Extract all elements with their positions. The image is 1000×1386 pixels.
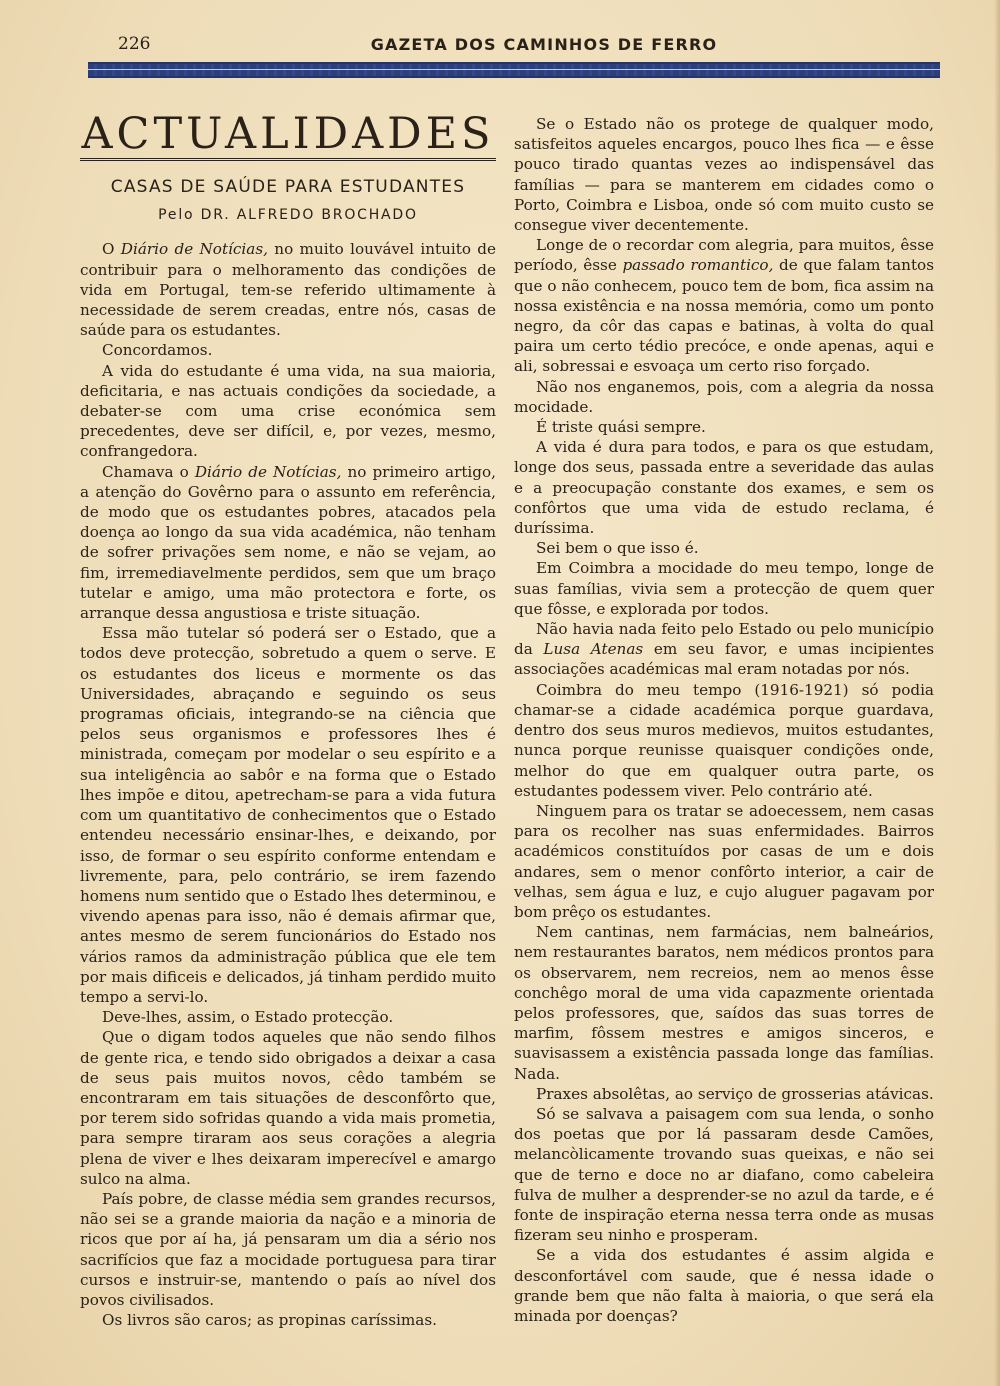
article-paragraph: Essa mão tutelar só poderá ser o Estado, que a todos deve protecção, sobretudo a quem o serve. E os estudantes dos liceus e mormente os das Universidades, abraçando e seguindo os seus programas oficiais, integrando-se na ciência que pelos seus organismos e professores lhes é ministrada, começam por modelar o seu espírito e a sua inteligência ao sabôr e na forma que o Estado lhes impõe e ditou, apetrecham-se para a vida futura com um quantitativo de conhecimentos que o Estado entendeu necessário ensinar-lhes, e deixando, por isso, de formar o seu espírito conforme entendam e livremente, para, pelo contrário, se irem fazendo homens num sentido que o Estado lhes determinou, e vivendo apenas para isso, não é demais afirmar que, antes mesmo de serem funcionários do Estado nos vários ramos da administração pública que ele tem por mais dificeis e delicados, já tinham perdido muito tempo a servi-lo.	[80, 624, 496, 1006]
article-paragraph: Em Coimbra a mocidade do meu tempo, longe de suas famílias, vivia sem a protecção de quem quer que fôsse, e explorada por todos.	[514, 559, 934, 618]
article-paragraph: Concordamos.	[102, 341, 213, 360]
article-paragraph: Se o Estado não os protege de qualquer modo, satisfeitos aqueles encargos, pouco lhes fica — e êsse pouco tirado quantas vezes ao indispensável das famílias — para se manterem em cidades como o Porto, Coimbra e Lisboa, onde só com muito custo se consegue viver decentemente.	[514, 115, 934, 235]
article-column-right	[514, 114, 934, 1326]
italic-title: Lusa Atenas	[543, 640, 644, 659]
article-paragraph: Deve-lhes, assim, o Estado protecção.	[102, 1008, 394, 1027]
italic-title: Diário de Notícias,	[120, 240, 268, 259]
left-column-body	[80, 239, 496, 1330]
article-byline: Pelo DR. ALFREDO BROCHADO	[158, 207, 418, 224]
article-column-left	[80, 109, 497, 1330]
article-paragraph: A vida do estudante é uma vida, na sua maioria, deficitaria, e nas actuais condições da sociedade, a debater-se com uma crise económica sem precedentes, deve ser difícil, e, por vezes, mesmo, confrangedora.	[80, 361, 496, 461]
article-paragraph: Praxes absolêtas, ao serviço de grosserias atávicas.	[536, 1084, 934, 1103]
article-paragraph: Sei bem o que isso é.	[536, 539, 699, 558]
article-paragraph: Que o digam todos aqueles que não sendo filhos de gente rica, e tendo sido obrigados a deixar a casa de seus pais muitos novos, cêdo também se encontraram em tais situações de desconfôrto que, por terem sido sofridas quando a vida mais prometia, para sempre tiraram aos seus corações a alegria plena de viver e lhes deixaram imperecível e amargo sulco na alma.	[80, 1028, 496, 1188]
article-paragraph: O Diário de Notícias, no muito louvável intuito de contribuir para o melhoramento das condições de vida em Portugal, tem-se referido ultimamente à necessidade de serem creadas, entre nós, casas de saúde para os estudantes.	[80, 240, 497, 340]
italic-title: passado romantico,	[622, 256, 774, 275]
article-paragraph: Não nos enganemos, pois, com a alegria da nossa mocidade.	[514, 377, 934, 416]
article-paragraph: Coimbra do meu tempo (1916-1921) só podia chamar-se a cidade académica porque guardava, dentro dos seus muros medievos, muitos estudantes, nunca porque reunisse quaisquer condições onde, melhor do que em qualquer outra parte, os estudantes podessem viver. Pelo contrário até.	[514, 680, 934, 800]
page-edge-shadow	[994, 0, 1000, 1386]
italic-title: Diário de Notícias,	[194, 462, 342, 481]
article-paragraph: A vida é dura para todos, e para os que estudam, longe dos seus, passada entre a severidade das aulas e a preocupação constante dos exames, e sem os confôrtos que uma vida de estudo reclama, é duríssima.	[514, 438, 934, 538]
running-title: GAZETA DOS CAMINHOS DE FERRO	[370, 35, 718, 54]
article-paragraph: Não havia nada feito pelo Estado ou pelo município da Lusa Atenas em seu favor, e umas incipientes associações académicas mal eram notadas por nós.	[514, 620, 935, 679]
article-paragraph: É triste quási sempre.	[536, 418, 706, 437]
article-subtitle: CASAS DE SAÚDE PARA ESTUDANTES	[110, 177, 466, 197]
section-title: ACTUALIDADES	[81, 109, 495, 159]
header-rule	[88, 62, 940, 78]
article-paragraph: Os livros são caros; as propinas caríssimas.	[102, 1311, 437, 1330]
page-number: 226	[118, 34, 151, 54]
article-paragraph: Nem cantinas, nem farmácias, nem balneários, nem restaurantes baratos, nem médicos prontos para os observarem, nem recreios, nem ao menos êsse conchêgo moral de uma vida capazmente orientada pelos professores, que, saídos das suas torres de marfim, fôssem mestres e amigos sinceros, e suavisassem a existência passada longe das famílias. Nada.	[514, 923, 934, 1083]
page-header	[88, 30, 940, 60]
article-paragraph: Se a vida dos estudantes é assim algida e desconfortável com saude, que é nessa idade o grande bem que não falta à maioria, o que será ela minada por doenças?	[514, 1246, 934, 1325]
article-paragraph: Longe de o recordar com alegria, para muitos, êsse período, êsse passado romantico, de que falam tantos que o não conhecem, pouco tem de bom, fica assim na nossa existência e na nossa memória, como um ponto negro, da côr das capas e batinas, à volta do qual paira um certo tédio precóce, e onde apenas, aqui e ali, sobressai e esvoaça um certo riso forçado.	[514, 236, 934, 376]
article-paragraph: Só se salvava a paisagem com sua lenda, o sonho dos poetas que por lá passaram desde Camões, melancòlicamente trovando suas queixas, e não sei que de terno e doce no ar diafano, como cabeleira fulva de mulher a desprender-se no azul da tarde, e é fonte de inspiração eterna nessa terra onde as musas fizeram seu ninho e prosperam.	[514, 1104, 934, 1245]
article-paragraph: Ninguem para os tratar se adoecessem, nem casas para os recolher nas suas enfermidades. Bairros académicos constituídos por casas de um e dois andares, sem o menor confôrto interior, a cair de velhas, sem água e luz, e cujo aluguer pagavam por bom prêço os estudantes.	[514, 801, 934, 921]
right-column-body	[514, 114, 934, 1326]
article-paragraph: País pobre, de classe média sem grandes recursos, não sei se a grande maioria da nação e a minoria de ricos que por aí ha, já pensaram um dia a sério nos sacrifícios que faz a mocidade portuguesa para tirar cursos e instruir-se, mantendo o país ao nível dos povos civilisados.	[80, 1189, 496, 1309]
article-paragraph: Chamava o Diário de Notícias, no primeiro artigo, a atenção do Govêrno para o assunto em referência, de modo que os estudantes pobres, atacados pela doença ao longo da sua vida académica, não tenham de sofrer privações sem nome, e não se vejam, ao fim, irremediavelmente perdidos, sem que um braço tutelar e amigo, uma mão protectora e forte, os arranque dessa angustiosa e triste situação.	[80, 462, 496, 623]
